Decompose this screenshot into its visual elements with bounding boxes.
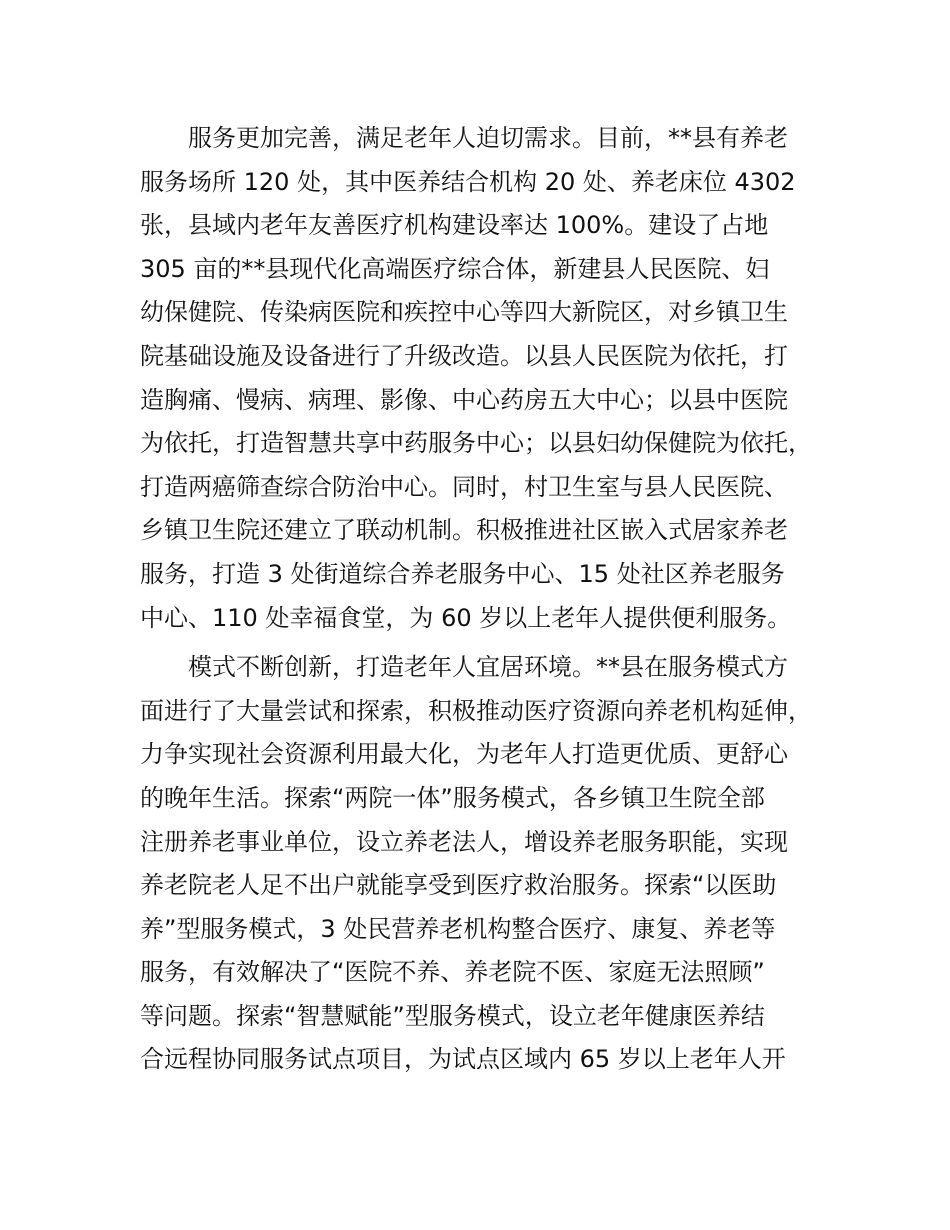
paragraph-1 — [140, 117, 840, 640]
text-line: 养老院老人足不出户就能享受到医疗救治服务。探索“以医助 — [140, 871, 777, 900]
body-text — [140, 117, 840, 1082]
text-line: 中心、110 处幸福食堂，为 60 岁以上老年人提供便利服务。 — [140, 603, 792, 632]
text-line: 张，县域内老年友善医疗机构建设率达 100%。建设了占地 — [140, 211, 769, 240]
text-line: 的晚年生活。探索“两院一体”服务模式，各乡镇卫生院全部 — [140, 783, 765, 812]
text-line: 模式不断创新，打造老年人宜居环境。**县在服务模式方 — [188, 653, 788, 682]
text-line: 乡镇卫生院还建立了联动机制。积极推进社区嵌入式居家养老 — [140, 516, 788, 545]
text-line: 养”型服务模式，3 处民营养老机构整合医疗、康复、养老等 — [140, 914, 776, 943]
paragraph-2 — [140, 646, 840, 1082]
text-line: 服务，有效解决了“医院不养、养老院不医、家庭无法照顾” — [140, 958, 765, 987]
text-line: 造胸痛、慢病、病理、影像、中心药房五大中心；以县中医院 — [140, 385, 788, 414]
text-line: 服务场所 120 处，其中医养结合机构 20 处、养老床位 4302 — [140, 167, 796, 196]
text-line: 合远程协同服务试点项目，为试点区域内 65 岁以上老年人开 — [140, 1045, 786, 1074]
text-line: 院基础设施及设备进行了升级改造。以县人民医院为依托，打 — [140, 341, 788, 370]
text-line: 服务更加完善，满足老年人迫切需求。目前，**县有养老 — [188, 124, 788, 152]
text-line: 面进行了大量尝试和探索，积极推动医疗资源向养老机构延伸， — [140, 696, 812, 725]
text-line: 等问题。探索“智慧赋能”型服务模式，设立老年健康医养结 — [140, 1001, 765, 1030]
text-line: 注册养老事业单位，设立养老法人，增设养老服务职能，实现 — [140, 827, 788, 856]
text-line: 力争实现社会资源利用最大化，为老年人打造更优质、更舒心 — [140, 740, 788, 769]
text-line: 服务，打造 3 处街道综合养老服务中心、15 处社区养老服务 — [140, 559, 785, 588]
text-line: 为依托，打造智慧共享中药服务中心；以县妇幼保健院为依托， — [140, 429, 812, 458]
text-line: 打造两癌筛查综合防治中心。同时，村卫生室与县人民医院、 — [140, 472, 788, 501]
text-line: 305 亩的**县现代化高端医疗综合体，新建县人民医院、妇 — [140, 254, 770, 283]
text-line: 幼保健院、传染病医院和疾控中心等四大新院区，对乡镇卫生 — [140, 298, 788, 327]
